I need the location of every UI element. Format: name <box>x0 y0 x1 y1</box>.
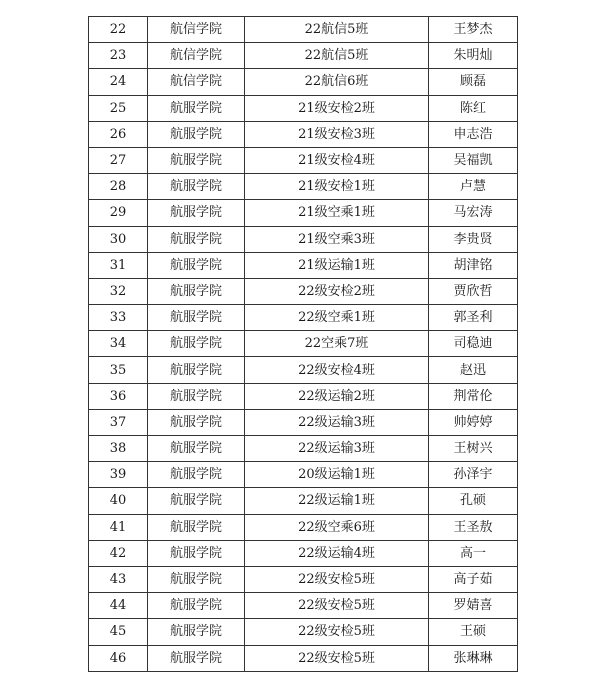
table-row <box>89 566 518 592</box>
table-row <box>89 383 518 409</box>
class-cell: 22级运输3班 <box>245 436 429 462</box>
college-cell: 航信学院 <box>148 17 245 43</box>
table-row <box>89 514 518 540</box>
student-name-cell: 张琳琳 <box>429 645 518 671</box>
college-cell: 航服学院 <box>148 95 245 121</box>
class-cell: 22级安检4班 <box>245 357 429 383</box>
row-number-cell: 34 <box>89 331 148 357</box>
student-name-cell: 陈红 <box>429 95 518 121</box>
class-cell: 22级安检5班 <box>245 593 429 619</box>
row-number-cell: 25 <box>89 95 148 121</box>
student-name-cell: 王梦杰 <box>429 17 518 43</box>
table-row <box>89 331 518 357</box>
table-row <box>89 43 518 69</box>
row-number-cell: 42 <box>89 540 148 566</box>
row-number-cell: 36 <box>89 383 148 409</box>
table-row <box>89 305 518 331</box>
college-cell: 航服学院 <box>148 121 245 147</box>
class-cell: 22空乘7班 <box>245 331 429 357</box>
row-number-cell: 45 <box>89 619 148 645</box>
college-cell: 航服学院 <box>148 357 245 383</box>
class-cell: 22级安检2班 <box>245 278 429 304</box>
row-number-cell: 24 <box>89 69 148 95</box>
class-cell: 20级运输1班 <box>245 462 429 488</box>
row-number-cell: 26 <box>89 121 148 147</box>
roster-table <box>88 16 518 672</box>
row-number-cell: 43 <box>89 566 148 592</box>
student-name-cell: 李贵贤 <box>429 226 518 252</box>
row-number-cell: 44 <box>89 593 148 619</box>
college-cell: 航服学院 <box>148 540 245 566</box>
college-cell: 航服学院 <box>148 331 245 357</box>
table-row <box>89 645 518 671</box>
student-name-cell: 帅婷婷 <box>429 409 518 435</box>
class-cell: 21级安检3班 <box>245 121 429 147</box>
row-number-cell: 35 <box>89 357 148 383</box>
row-number-cell: 28 <box>89 174 148 200</box>
college-cell: 航服学院 <box>148 278 245 304</box>
college-cell: 航服学院 <box>148 593 245 619</box>
roster-table-container <box>88 16 513 672</box>
student-name-cell: 荆常伦 <box>429 383 518 409</box>
college-cell: 航信学院 <box>148 69 245 95</box>
class-cell: 22级运输1班 <box>245 488 429 514</box>
row-number-cell: 40 <box>89 488 148 514</box>
table-row <box>89 69 518 95</box>
student-name-cell: 郭圣利 <box>429 305 518 331</box>
table-row <box>89 147 518 173</box>
class-cell: 22级空乘1班 <box>245 305 429 331</box>
class-cell: 21级空乘3班 <box>245 226 429 252</box>
college-cell: 航服学院 <box>148 252 245 278</box>
student-name-cell: 司稳迪 <box>429 331 518 357</box>
row-number-cell: 38 <box>89 436 148 462</box>
college-cell: 航服学院 <box>148 383 245 409</box>
table-row <box>89 95 518 121</box>
college-cell: 航服学院 <box>148 514 245 540</box>
row-number-cell: 41 <box>89 514 148 540</box>
class-cell: 21级安检1班 <box>245 174 429 200</box>
table-row <box>89 174 518 200</box>
class-cell: 21级安检4班 <box>245 147 429 173</box>
student-name-cell: 王圣敖 <box>429 514 518 540</box>
college-cell: 航服学院 <box>148 619 245 645</box>
row-number-cell: 23 <box>89 43 148 69</box>
college-cell: 航服学院 <box>148 645 245 671</box>
table-row <box>89 488 518 514</box>
college-cell: 航服学院 <box>148 305 245 331</box>
class-cell: 21级安检2班 <box>245 95 429 121</box>
student-name-cell: 贾欣哲 <box>429 278 518 304</box>
row-number-cell: 30 <box>89 226 148 252</box>
row-number-cell: 27 <box>89 147 148 173</box>
student-name-cell: 高一 <box>429 540 518 566</box>
class-cell: 22级安检5班 <box>245 619 429 645</box>
student-name-cell: 申志浩 <box>429 121 518 147</box>
class-cell: 22航信5班 <box>245 43 429 69</box>
row-number-cell: 37 <box>89 409 148 435</box>
class-cell: 22级空乘6班 <box>245 514 429 540</box>
student-name-cell: 胡津铭 <box>429 252 518 278</box>
student-name-cell: 马宏涛 <box>429 200 518 226</box>
college-cell: 航服学院 <box>148 566 245 592</box>
college-cell: 航信学院 <box>148 43 245 69</box>
student-name-cell: 孔硕 <box>429 488 518 514</box>
row-number-cell: 33 <box>89 305 148 331</box>
student-name-cell: 王硕 <box>429 619 518 645</box>
row-number-cell: 31 <box>89 252 148 278</box>
class-cell: 22级运输4班 <box>245 540 429 566</box>
student-name-cell: 孙泽宇 <box>429 462 518 488</box>
college-cell: 航服学院 <box>148 462 245 488</box>
student-name-cell: 朱明灿 <box>429 43 518 69</box>
class-cell: 21级空乘1班 <box>245 200 429 226</box>
table-row <box>89 540 518 566</box>
student-name-cell: 吴福凯 <box>429 147 518 173</box>
table-row <box>89 121 518 147</box>
college-cell: 航服学院 <box>148 436 245 462</box>
class-cell: 22航信6班 <box>245 69 429 95</box>
table-row <box>89 593 518 619</box>
table-row <box>89 436 518 462</box>
college-cell: 航服学院 <box>148 174 245 200</box>
row-number-cell: 32 <box>89 278 148 304</box>
student-name-cell: 王树兴 <box>429 436 518 462</box>
student-name-cell: 罗婧喜 <box>429 593 518 619</box>
row-number-cell: 46 <box>89 645 148 671</box>
college-cell: 航服学院 <box>148 200 245 226</box>
student-name-cell: 赵迅 <box>429 357 518 383</box>
class-cell: 22级安检5班 <box>245 566 429 592</box>
row-number-cell: 22 <box>89 17 148 43</box>
roster-table-body <box>89 17 518 672</box>
table-row <box>89 17 518 43</box>
student-name-cell: 卢慧 <box>429 174 518 200</box>
table-row <box>89 462 518 488</box>
table-row <box>89 200 518 226</box>
table-row <box>89 226 518 252</box>
class-cell: 22航信5班 <box>245 17 429 43</box>
class-cell: 22级运输3班 <box>245 409 429 435</box>
student-name-cell: 顾磊 <box>429 69 518 95</box>
table-row <box>89 278 518 304</box>
table-row <box>89 252 518 278</box>
student-name-cell: 高子茹 <box>429 566 518 592</box>
college-cell: 航服学院 <box>148 488 245 514</box>
table-row <box>89 619 518 645</box>
row-number-cell: 39 <box>89 462 148 488</box>
class-cell: 22级运输2班 <box>245 383 429 409</box>
table-row <box>89 357 518 383</box>
table-row <box>89 409 518 435</box>
class-cell: 21级运输1班 <box>245 252 429 278</box>
college-cell: 航服学院 <box>148 226 245 252</box>
college-cell: 航服学院 <box>148 409 245 435</box>
class-cell: 22级安检5班 <box>245 645 429 671</box>
row-number-cell: 29 <box>89 200 148 226</box>
college-cell: 航服学院 <box>148 147 245 173</box>
